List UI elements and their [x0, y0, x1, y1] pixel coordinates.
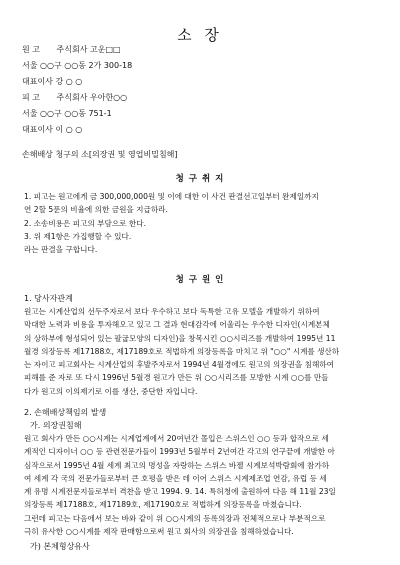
body-line: 의장등록 제17188호, 제17189호, 제17190호로 적법하게 의장등록을 마쳤습니다. — [24, 500, 302, 510]
claim-item: 1. 피고는 원고에게 금 300,000,000원 및 이에 대한 이 사건 판결선고일부터 완제일까지 — [24, 192, 319, 201]
claim-item: 라는 판결을 구합니다. — [24, 245, 98, 255]
document-title: 소 장 — [177, 26, 223, 44]
body-line: 피해를 준 자로 또 다시 1996년 5월경 원고가 만든 위 ○○시리즈를 모방한 시계 ○○를 만들 — [24, 373, 329, 383]
section-1-title: 1. 당사자관계 — [24, 294, 73, 303]
section-2-item: 가) 본체형상유사 — [30, 542, 90, 551]
body-line: 계 유명 시계전문지들로부터 격찬을 받고 1994. 9. 14. 특허청에 출원하여 다음 해 11월 23일 — [24, 487, 336, 497]
claim-item: 3. 위 제1항은 가집행할 수 있다. — [24, 231, 132, 241]
defendant-role: 피 고 — [22, 93, 40, 102]
defendant-address: 서울 ○○구 ○○동 751-1 — [22, 109, 112, 118]
plaintiff-name: 주식회사 고운□□ — [56, 45, 121, 54]
defendant-representative: 대표이사 이 ○ ○ — [22, 125, 83, 134]
claim-items — [24, 190, 319, 256]
body-line: 그런데 피고는 다음에서 보는 바와 같이 위 ○○시계의 등록의장과 전체적으로나 부분적으로 — [24, 513, 326, 523]
body-line: 계적인 디자이너 ○○ 등 관련전문가들이 1993년 5월부터 2년여간 각고의 연구끝에 개발한 아 — [24, 447, 335, 457]
body-line: 는 자이고 피고회사는 시계산업의 후발주자로서 1994년 4월경에도 원고의 의장권을 침해하여 — [24, 360, 334, 370]
plaintiff-address: 서울 ○○구 ○○동 2가 300-18 — [22, 61, 133, 70]
plaintiff-name-line — [22, 44, 121, 55]
plaintiff-role: 원 고 — [22, 45, 40, 54]
claim-heading: 청 구 취 지 — [175, 174, 225, 184]
plaintiff-representative: 대표이사 강 ○ ○ — [22, 77, 83, 86]
body-line: 의 상하부에 형성되어 있는 팔굽모양의 디자인)을 창목시킨 ○○시리즈를 개발하여 1995년 11 — [24, 333, 336, 343]
cause-heading: 청 구 원 인 — [175, 275, 225, 285]
body-line: 월경 의장등록 제17188호, 제17189호로 적법하게 의장등록을 마치고 위 "○○" 시계를 생산하 — [24, 346, 340, 356]
body-line: 막대한 노력과 비용을 투자해오고 있고 그 결과 현대감각에 어울리는 우수한 디자인(시계본체 — [24, 320, 330, 330]
body-line: 다가 원고의 이의제기로 이를 생산, 중단한 자입니다. — [24, 386, 198, 396]
defendant-name-line — [22, 92, 127, 103]
section-2-body — [24, 432, 336, 538]
case-title: 손해배상 청구의 소[의장권 및 영업비밀침해] — [22, 150, 178, 159]
section-1-body — [24, 305, 339, 398]
claim-item: 연 2할 5푼의 비율에 의한 금원을 지급하라. — [24, 205, 168, 215]
section-2-subtitle: 가. 의장권침해 — [30, 421, 82, 430]
body-line: 원고는 시계산업의 선두주자로서 보다 우수하고 보다 독특한 고유 모델을 개발하기 위하여 — [24, 307, 320, 316]
body-line: 극히 유사한 ○○시계를 제작 판매함으로써 원고 회사의 의장권을 침해하였습니다. — [24, 527, 294, 537]
body-line: 여 세계 각 국의 전문가들로부터 큰 호평을 받은 데 이어 스위스 시계제조업 연감, 유럽 등 세 — [24, 473, 327, 483]
body-line: 원고 회사가 만든 ○○시계는 시계업계에서 20여년간 몰입은 스위스인 ○○ 등과 합작으로 세 — [24, 434, 329, 443]
defendant-name: 주식회사 우아한○○ — [56, 93, 128, 102]
claim-item: 2. 소송비용은 피고의 부담으로 한다. — [24, 218, 147, 228]
body-line: 심작으로서 1995년 4월 세계 최고의 명성을 자랑하는 스위스 바젤 시계보석박람회에 참가하 — [24, 460, 330, 470]
section-2-title: 2. 손해배상책임의 발생 — [24, 408, 107, 417]
